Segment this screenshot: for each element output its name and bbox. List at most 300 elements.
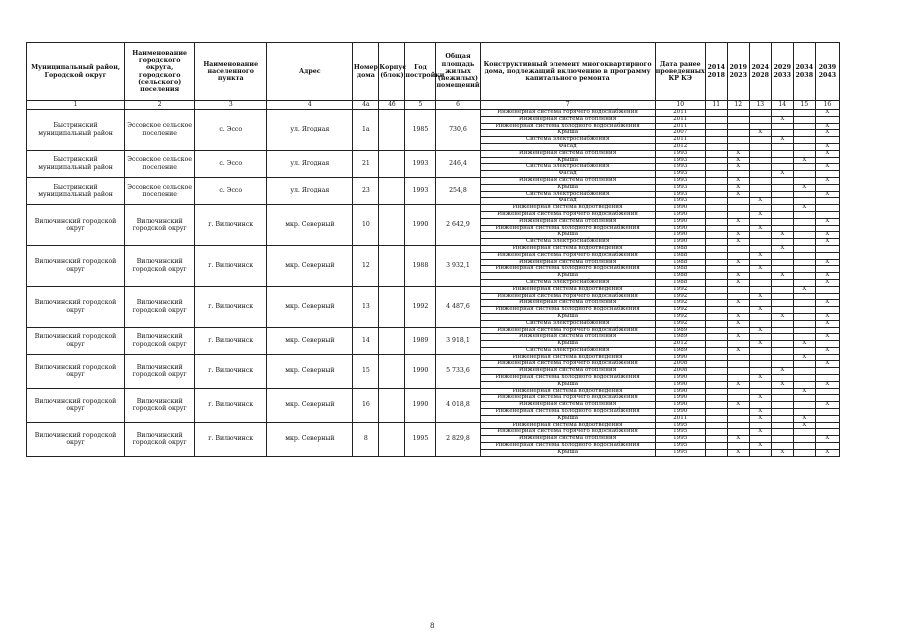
previous-repair-date-cell: 1988	[655, 266, 705, 273]
previous-repair-date-cell: 2007	[655, 130, 705, 137]
locality-cell: г. Вилючинск	[195, 388, 267, 422]
district-cell: Вилючинский городской округ	[27, 205, 125, 246]
period-mark-cell	[771, 395, 793, 402]
period-mark-cell: X	[771, 171, 793, 178]
period-mark-cell	[705, 130, 727, 137]
period-mark-cell: X	[793, 354, 815, 361]
period-mark-cell	[705, 361, 727, 368]
total-area-cell: 2 642,9	[436, 205, 480, 246]
previous-repair-date-cell: 1990	[655, 354, 705, 361]
structural-element-cell: Инженерная система отопления	[480, 259, 655, 266]
table-row	[27, 150, 840, 157]
table-row	[27, 177, 840, 184]
period-mark-cell	[793, 402, 815, 409]
structural-element-cell: Инженерная система горячего водоснабжения	[480, 395, 655, 402]
previous-repair-date-cell: 1990	[655, 239, 705, 246]
structural-element-cell: Система электроснабжения	[480, 164, 655, 171]
column-number-cell: 4б	[379, 101, 405, 110]
previous-repair-date-cell: 1990	[655, 205, 705, 212]
period-mark-cell	[815, 252, 839, 259]
period-mark-cell: X	[749, 198, 771, 205]
previous-repair-date-cell: 1988	[655, 245, 705, 252]
previous-repair-date-cell: 1990	[655, 218, 705, 225]
header-period-2039-2043: 2039 2043	[815, 43, 839, 101]
capital-repair-table	[26, 42, 840, 457]
district-cell: Быстринский муниципальный район	[27, 177, 125, 204]
period-mark-cell	[727, 123, 749, 130]
structural-element-cell: Крыша	[480, 313, 655, 320]
period-mark-cell	[727, 205, 749, 212]
period-mark-cell	[771, 198, 793, 205]
settlement-cell: Вилючинский городской округ	[125, 422, 195, 456]
column-number-cell: 15	[793, 101, 815, 110]
period-mark-cell	[793, 266, 815, 273]
total-area-cell: 3 918,1	[436, 327, 480, 354]
period-mark-cell	[771, 334, 793, 341]
column-number-cell: 4а	[353, 101, 379, 110]
period-mark-cell	[705, 218, 727, 225]
total-area-cell: 254,8	[436, 177, 480, 204]
structural-element-cell: Инженерная система водоотведения	[480, 422, 655, 429]
period-mark-cell	[727, 116, 749, 123]
previous-repair-date-cell: 1990	[655, 402, 705, 409]
structural-element-cell: Инженерная система водоотведения	[480, 205, 655, 212]
period-mark-cell	[749, 313, 771, 320]
period-mark-cell	[705, 164, 727, 171]
period-mark-cell	[793, 171, 815, 178]
previous-repair-date-cell: 1995	[655, 443, 705, 450]
period-mark-cell: X	[727, 150, 749, 157]
header-previous-repair-date: Дата ранее проведенных КР КЭ	[655, 43, 705, 101]
settlement-cell: Эссовское сельское поселение	[125, 110, 195, 151]
period-mark-cell	[705, 184, 727, 191]
period-mark-cell: X	[749, 415, 771, 422]
total-area-cell: 4 487,6	[436, 286, 480, 327]
table-body	[27, 110, 840, 457]
period-mark-cell	[771, 259, 793, 266]
structural-element-cell: Инженерная система холодного водоснабжения	[480, 375, 655, 382]
period-mark-cell: X	[749, 225, 771, 232]
period-mark-cell	[793, 443, 815, 450]
capital-repair-table-container	[26, 42, 840, 457]
period-mark-cell	[793, 252, 815, 259]
column-number-cell: 13	[749, 101, 771, 110]
period-mark-cell: X	[771, 245, 793, 252]
structural-element-cell: Крыша	[480, 381, 655, 388]
structural-element-cell: Инженерная система отопления	[480, 218, 655, 225]
period-mark-cell	[727, 286, 749, 293]
period-mark-cell	[771, 347, 793, 354]
column-number-cell: 6	[436, 101, 480, 110]
house-number-cell: 12	[353, 245, 379, 286]
period-mark-cell: X	[727, 436, 749, 443]
total-area-cell: 246,4	[436, 150, 480, 177]
period-mark-cell: X	[771, 273, 793, 280]
previous-repair-date-cell: 1990	[655, 395, 705, 402]
period-mark-cell	[705, 354, 727, 361]
period-mark-cell	[793, 164, 815, 171]
period-mark-cell	[793, 130, 815, 137]
header-period-2034-2038: 2034 2038	[793, 43, 815, 101]
address-cell: мкр. Северный	[267, 286, 353, 327]
structural-element-cell: Система электроснабжения	[480, 137, 655, 144]
structural-element-cell: Система электроснабжения	[480, 279, 655, 286]
locality-cell: с. Эссо	[195, 110, 267, 151]
column-number-cell: 7	[480, 101, 655, 110]
house-number-cell: 8	[353, 422, 379, 456]
period-mark-cell	[727, 198, 749, 205]
year-built-cell: 1989	[405, 327, 436, 354]
period-mark-cell	[749, 381, 771, 388]
period-mark-cell	[727, 252, 749, 259]
period-mark-cell: X	[793, 341, 815, 348]
period-mark-cell	[705, 334, 727, 341]
column-number-cell: 14	[771, 101, 793, 110]
column-number-row	[27, 101, 840, 110]
period-mark-cell: X	[815, 150, 839, 157]
structural-element-cell: Инженерная система холодного водоснабжения	[480, 225, 655, 232]
header-period-2014-2018: 2014 2018	[705, 43, 727, 101]
structural-element-cell: Инженерная система холодного водоснабжения	[480, 443, 655, 450]
address-cell: ул. Ягодная	[267, 150, 353, 177]
period-mark-cell: X	[815, 449, 839, 456]
year-built-cell: 1990	[405, 354, 436, 388]
previous-repair-date-cell: 1993	[655, 150, 705, 157]
total-area-cell: 3 932,1	[436, 245, 480, 286]
period-mark-cell	[793, 232, 815, 239]
period-mark-cell: X	[727, 402, 749, 409]
column-number-cell: 16	[815, 101, 839, 110]
previous-repair-date-cell: 1992	[655, 313, 705, 320]
period-mark-cell: X	[815, 313, 839, 320]
structural-element-cell: Крыша	[480, 449, 655, 456]
period-mark-cell: X	[771, 313, 793, 320]
period-mark-cell	[727, 388, 749, 395]
period-mark-cell	[727, 137, 749, 144]
total-area-cell: 730,6	[436, 110, 480, 151]
period-mark-cell	[793, 361, 815, 368]
previous-repair-date-cell: 1988	[655, 252, 705, 259]
previous-repair-date-cell: 1989	[655, 327, 705, 334]
structural-element-cell: Инженерная система водоотведения	[480, 354, 655, 361]
column-number-cell: 4	[267, 101, 353, 110]
period-mark-cell	[771, 191, 793, 198]
address-cell: ул. Ягодная	[267, 177, 353, 204]
structural-element-cell: Инженерная система горячего водоснабжения	[480, 211, 655, 218]
table-row	[27, 205, 840, 212]
house-number-cell: 10	[353, 205, 379, 246]
period-mark-cell	[815, 409, 839, 416]
period-mark-cell	[749, 116, 771, 123]
structural-element-cell: Система электроснабжения	[480, 191, 655, 198]
period-mark-cell: X	[815, 320, 839, 327]
period-mark-cell: X	[749, 395, 771, 402]
year-built-cell: 1990	[405, 205, 436, 246]
structural-element-cell: Фасад	[480, 198, 655, 205]
period-mark-cell: X	[815, 273, 839, 280]
period-mark-cell	[705, 177, 727, 184]
structural-element-cell: Инженерная система горячего водоснабжения	[480, 252, 655, 259]
district-cell: Вилючинский городской округ	[27, 422, 125, 456]
period-mark-cell: X	[727, 300, 749, 307]
period-mark-cell	[705, 198, 727, 205]
period-mark-cell: X	[815, 123, 839, 130]
settlement-cell: Вилючинский городской округ	[125, 286, 195, 327]
period-mark-cell	[771, 157, 793, 164]
column-number-cell: 10	[655, 101, 705, 110]
period-mark-cell: X	[727, 381, 749, 388]
period-mark-cell: X	[815, 402, 839, 409]
structural-element-cell: Инженерная система отопления	[480, 300, 655, 307]
district-cell: Быстринский муниципальный район	[27, 150, 125, 177]
period-mark-cell: X	[771, 381, 793, 388]
period-mark-cell	[793, 395, 815, 402]
period-mark-cell	[771, 252, 793, 259]
period-mark-cell	[749, 171, 771, 178]
period-mark-cell	[727, 415, 749, 422]
locality-cell: г. Вилючинск	[195, 245, 267, 286]
period-mark-cell	[705, 341, 727, 348]
column-number-cell: 1	[27, 101, 125, 110]
house-number-cell: 15	[353, 354, 379, 388]
previous-repair-date-cell: 2011	[655, 415, 705, 422]
total-area-cell: 4 018,8	[436, 388, 480, 422]
period-mark-cell	[793, 259, 815, 266]
period-mark-cell	[705, 313, 727, 320]
header-settlement: Наименование городского округа, городского (сельского) поселения	[125, 43, 195, 101]
previous-repair-date-cell: 1990	[655, 232, 705, 239]
year-built-cell: 1993	[405, 150, 436, 177]
structural-element-cell: Инженерная система отопления	[480, 368, 655, 375]
period-mark-cell	[771, 143, 793, 150]
period-mark-cell	[793, 429, 815, 436]
address-cell: мкр. Северный	[267, 422, 353, 456]
period-mark-cell	[793, 218, 815, 225]
header-address: Адрес	[267, 43, 353, 101]
block-cell	[379, 388, 405, 422]
period-mark-cell	[749, 110, 771, 117]
structural-element-cell: Система электроснабжения	[480, 347, 655, 354]
period-mark-cell	[705, 443, 727, 450]
structural-element-cell: Инженерная система горячего водоснабжения	[480, 110, 655, 117]
year-built-cell: 1985	[405, 110, 436, 151]
structural-element-cell: Инженерная система холодного водоснабжения	[480, 409, 655, 416]
period-mark-cell: X	[793, 184, 815, 191]
house-number-cell: 1а	[353, 110, 379, 151]
locality-cell: с. Эссо	[195, 150, 267, 177]
period-mark-cell	[705, 300, 727, 307]
period-mark-cell	[771, 205, 793, 212]
year-built-cell: 1990	[405, 388, 436, 422]
period-mark-cell: X	[727, 177, 749, 184]
period-mark-cell	[793, 449, 815, 456]
period-mark-cell	[749, 286, 771, 293]
previous-repair-date-cell: 1990	[655, 375, 705, 382]
address-cell: мкр. Северный	[267, 354, 353, 388]
period-mark-cell	[727, 130, 749, 137]
period-mark-cell: X	[727, 279, 749, 286]
period-mark-cell: X	[815, 110, 839, 117]
period-mark-cell	[705, 123, 727, 130]
period-mark-cell: X	[727, 259, 749, 266]
period-mark-cell: X	[727, 232, 749, 239]
address-cell: мкр. Северный	[267, 388, 353, 422]
settlement-cell: Вилючинский городской округ	[125, 205, 195, 246]
period-mark-cell: X	[815, 232, 839, 239]
structural-element-cell: Крыша	[480, 415, 655, 422]
period-mark-cell	[705, 402, 727, 409]
previous-repair-date-cell: 1992	[655, 300, 705, 307]
structural-element-cell: Инженерная система отопления	[480, 116, 655, 123]
period-mark-cell	[705, 449, 727, 456]
column-number-cell: 5	[405, 101, 436, 110]
period-mark-cell: X	[815, 191, 839, 198]
structural-element-cell: Инженерная система отопления	[480, 436, 655, 443]
period-mark-cell	[727, 409, 749, 416]
period-mark-cell: X	[815, 436, 839, 443]
period-mark-cell	[771, 177, 793, 184]
period-mark-cell	[815, 415, 839, 422]
structural-element-cell: Крыша	[480, 184, 655, 191]
period-mark-cell	[771, 320, 793, 327]
period-mark-cell	[705, 293, 727, 300]
period-mark-cell	[771, 402, 793, 409]
header-period-2019-2023: 2019 2023	[727, 43, 749, 101]
period-mark-cell	[705, 259, 727, 266]
period-mark-cell	[749, 150, 771, 157]
period-mark-cell: X	[727, 334, 749, 341]
settlement-cell: Вилючинский городской округ	[125, 388, 195, 422]
structural-element-cell: Крыша	[480, 157, 655, 164]
period-mark-cell	[727, 110, 749, 117]
period-mark-cell	[705, 409, 727, 416]
period-mark-cell	[749, 143, 771, 150]
period-mark-cell	[771, 341, 793, 348]
period-mark-cell	[749, 184, 771, 191]
period-mark-cell: X	[815, 130, 839, 137]
period-mark-cell	[771, 218, 793, 225]
period-mark-cell	[749, 354, 771, 361]
period-mark-cell	[793, 293, 815, 300]
period-mark-cell: X	[815, 239, 839, 246]
period-mark-cell: X	[815, 143, 839, 150]
table-row	[27, 388, 840, 395]
previous-repair-date-cell: 1990	[655, 211, 705, 218]
period-mark-cell	[705, 375, 727, 382]
structural-element-cell: Инженерная система водоотведения	[480, 245, 655, 252]
period-mark-cell	[705, 266, 727, 273]
locality-cell: г. Вилючинск	[195, 205, 267, 246]
period-mark-cell	[793, 300, 815, 307]
period-mark-cell	[749, 361, 771, 368]
period-mark-cell: X	[749, 375, 771, 382]
period-mark-cell: X	[793, 422, 815, 429]
block-cell	[379, 245, 405, 286]
house-number-cell: 16	[353, 388, 379, 422]
previous-repair-date-cell: 2008	[655, 361, 705, 368]
previous-repair-date-cell: 1992	[655, 320, 705, 327]
period-mark-cell	[749, 449, 771, 456]
period-mark-cell	[793, 123, 815, 130]
column-number-cell: 12	[727, 101, 749, 110]
previous-repair-date-cell: 1993	[655, 164, 705, 171]
period-mark-cell	[705, 279, 727, 286]
period-mark-cell	[727, 361, 749, 368]
table-row	[27, 245, 840, 252]
period-mark-cell: X	[749, 211, 771, 218]
period-mark-cell	[749, 320, 771, 327]
period-mark-cell	[815, 422, 839, 429]
previous-repair-date-cell: 1993	[655, 191, 705, 198]
period-mark-cell	[705, 157, 727, 164]
period-mark-cell	[705, 225, 727, 232]
period-mark-cell: X	[727, 184, 749, 191]
previous-repair-date-cell: 1992	[655, 286, 705, 293]
period-mark-cell	[749, 347, 771, 354]
period-mark-cell	[705, 110, 727, 117]
column-number-cell: 2	[125, 101, 195, 110]
period-mark-cell	[815, 368, 839, 375]
period-mark-cell	[705, 273, 727, 280]
structural-element-cell: Инженерная система холодного водоснабжения	[480, 266, 655, 273]
period-mark-cell	[771, 429, 793, 436]
period-mark-cell	[771, 422, 793, 429]
year-built-cell: 1993	[405, 177, 436, 204]
period-mark-cell	[793, 245, 815, 252]
table-row	[27, 327, 840, 334]
previous-repair-date-cell: 1988	[655, 273, 705, 280]
period-mark-cell	[771, 300, 793, 307]
period-mark-cell	[727, 422, 749, 429]
period-mark-cell	[705, 252, 727, 259]
period-mark-cell	[705, 429, 727, 436]
header-total-area: Общая площадь жилых (нежилых) помещений	[436, 43, 480, 101]
period-mark-cell	[705, 422, 727, 429]
period-mark-cell	[793, 191, 815, 198]
previous-repair-date-cell: 2011	[655, 110, 705, 117]
period-mark-cell	[771, 436, 793, 443]
total-area-cell: 5 733,6	[436, 354, 480, 388]
structural-element-cell: Инженерная система холодного водоснабжения	[480, 307, 655, 314]
house-number-cell: 21	[353, 150, 379, 177]
previous-repair-date-cell: 1989	[655, 334, 705, 341]
previous-repair-date-cell: 1992	[655, 307, 705, 314]
period-mark-cell	[705, 137, 727, 144]
period-mark-cell	[727, 354, 749, 361]
settlement-cell: Вилючинский городской округ	[125, 354, 195, 388]
table-row	[27, 354, 840, 361]
previous-repair-date-cell: 2012	[655, 341, 705, 348]
district-cell: Вилючинский городской округ	[27, 388, 125, 422]
period-mark-cell	[749, 279, 771, 286]
header-structural-element: Конструктивный элемент многоквартирного дома, подлежащий включению в программу капитального ремонта	[480, 43, 655, 101]
district-cell: Вилючинский городской округ	[27, 286, 125, 327]
period-mark-cell: X	[815, 279, 839, 286]
previous-repair-date-cell: 1993	[655, 184, 705, 191]
period-mark-cell	[771, 293, 793, 300]
period-mark-cell	[705, 150, 727, 157]
period-mark-cell	[705, 211, 727, 218]
period-mark-cell: X	[793, 388, 815, 395]
period-mark-cell	[705, 286, 727, 293]
district-cell: Вилючинский городской округ	[27, 354, 125, 388]
house-number-cell: 23	[353, 177, 379, 204]
previous-repair-date-cell: 1993	[655, 177, 705, 184]
period-mark-cell: X	[815, 218, 839, 225]
structural-element-cell: Инженерная система отопления	[480, 402, 655, 409]
header-year-built: Год постройки	[405, 43, 436, 101]
locality-cell: с. Эссо	[195, 177, 267, 204]
